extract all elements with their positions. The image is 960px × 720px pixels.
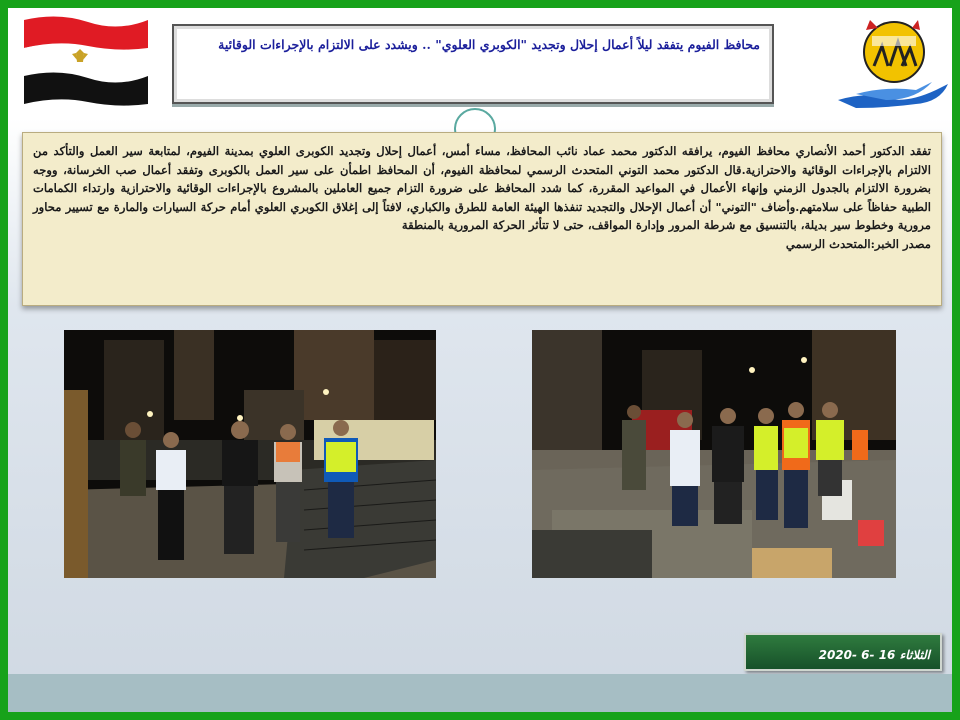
date-box xyxy=(744,633,942,671)
article-body: تفقد الدكتور أحمد الأنصاري محافظ الفيوم، يرافقه الدكتور محمد عماد نائب المحافظ، مساء أمس، أعمال إحلال وتجديد الكوبرى العلوي بمدينة الفيوم، لمتابعة سير العمل والتأكد من الالتزام بالإجراءات الوقائية والاحترازية.قال الدكتور محمد التوني المتحدث الرسمي لمحافظة الفيوم، أن المحافظ اطمأن على سير العمل بالكوبرى وتفقد أعمال صب الخرسانة، ووجه بضرورة الالتزام بالجدول الزمني وإنهاء الأعمال في المواعيد المقررة، كما شدد المحافظ على ضرورة التزام جميع العاملين بالمشروع بالإجراءات الوقائية والاحترازية وارتداء الكمامات الطبية حفاظاً على سلامتهم.وأضاف "التوني" أن أعمال الإحلال والتجديد تنفذها الهيئة العامة للطرق والكباري، لافتاً إلى إغلاق الكوبري العلوي أمام حركة السيارات والمارة مع تسيير محاور مرورية وخطوط سير بديلة، بالتنسيق مع شرطة المرور وإدارة المواقف، حتى لا تتأثر الحركة المرورية بالمنطقة xyxy=(33,144,931,233)
post-date: الثلاثاء 16 -6 -2020 xyxy=(818,648,930,662)
article-box xyxy=(22,132,942,306)
headline-title: محافظ الفيوم يتفقد ليلاً أعمال إحلال وتجديد "الكوبري العلوي" .. ويشدد على الالتزام بالإجراءات الوقائية xyxy=(218,37,760,52)
egypt-flag-icon xyxy=(18,12,150,108)
headline-box xyxy=(172,24,774,104)
fayoum-governorate-logo-icon xyxy=(836,12,952,112)
bottom-band xyxy=(8,674,952,712)
article-source: مصدر الخبر:المتحدث الرسمي xyxy=(785,236,931,251)
site-photo-left xyxy=(64,330,436,578)
site-photo-right xyxy=(532,330,896,578)
news-slide xyxy=(8,8,952,712)
